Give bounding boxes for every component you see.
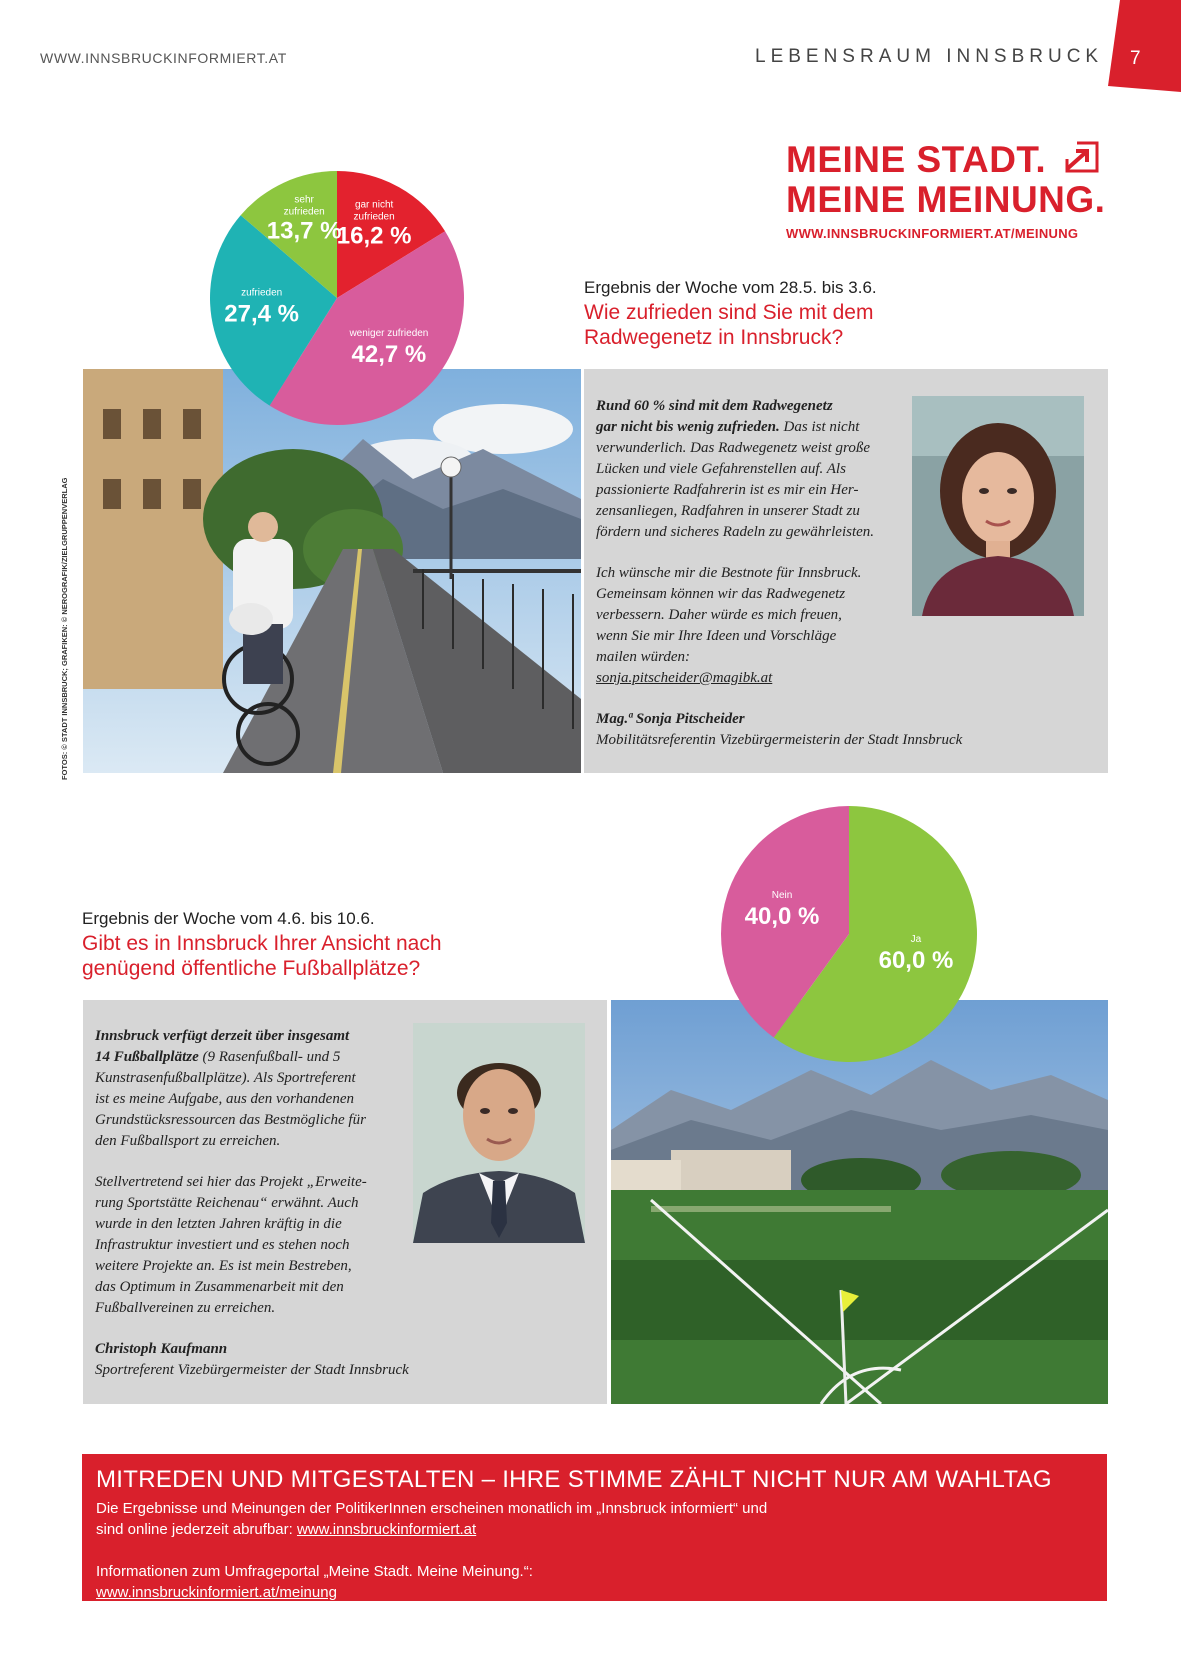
brand-line-2: MEINE MEINUNG. (786, 179, 1106, 220)
statement1-text: Lücken und viele Gefahrenstellen auf. Als (596, 461, 846, 477)
statement2-bold-line1: Innsbruck verfügt derzeit über insgesamt (95, 1028, 350, 1044)
brand-line-1: MEINE STADT. (786, 139, 1047, 180)
statement2-text: das Optimum in Zusammenarbeit mit den (95, 1279, 344, 1295)
page-number: 7 (1130, 48, 1141, 69)
statement2-text: Grundstücksressourcen das Bestmögliche für (95, 1112, 366, 1128)
statement1-text: passionierte Radfahrerin ist es mir ein Her- (596, 482, 859, 498)
survey2-question-line1: Gibt es in Innsbruck Ihrer Ansicht nach (82, 932, 442, 955)
survey1-statement-box (584, 369, 1108, 773)
statement1-text: verwunderlich. Das Radwegenetz weist große (596, 440, 870, 456)
survey2-statement (95, 1026, 409, 1381)
survey1-week: Ergebnis der Woche vom 28.5. bis 3.6. (584, 278, 877, 297)
statement1-text: Gemeinsam können wir das Radwegenetz (596, 586, 846, 602)
statement2-role: Sportreferent Vizebürgermeister der Stadt Innsbruck (95, 1362, 409, 1378)
page-number-tab (1108, 0, 1181, 92)
brand-logo (786, 140, 1105, 241)
survey1-question-line1: Wie zufrieden sind Sie mit dem (584, 301, 874, 324)
section-title: LEBENSRAUM INNSBRUCK (755, 46, 1104, 67)
pie-slice-label: Nein (771, 890, 793, 902)
pie-slice-label: zufrieden (283, 206, 325, 218)
statement1-text: mailen würden: (596, 649, 691, 665)
survey2-week: Ergebnis der Woche vom 4.6. bis 10.6. (82, 909, 375, 928)
statement1-bold-line1: Rund 60 % sind mit dem Radwegenetz (596, 398, 833, 414)
survey2-question-line2: genügend öffentliche Fußballplätze? (82, 957, 421, 980)
statement1-text: wenn Sie mir Ihre Ideen und Vorschläge (596, 628, 837, 644)
survey-portal-link[interactable]: www.innsbruckinformiert.at/meinung (96, 1584, 337, 1601)
pie-slice-value: 27,4 % (224, 300, 300, 328)
statement2-text: (9 Rasenfußball- und 5 (198, 1049, 341, 1065)
statement1-text: verbessern. Daher würde es mich freuen, (596, 607, 842, 623)
statement2-text: Fußballvereinen zu erreichen. (95, 1300, 276, 1316)
survey2-question (82, 931, 442, 981)
arrow-out-icon (1063, 141, 1099, 173)
pie-slice-label: zufrieden (241, 287, 283, 299)
pie-slice-label: gar nicht (354, 199, 394, 211)
email-link[interactable]: sonja.pitscheider@magibk.at (596, 670, 773, 686)
banner-line1: Die Ergebnisse und Meinungen der PolitikerInnen erscheinen monatlich im „Innsbruck informiert“ und (96, 1500, 768, 1517)
pie-slice-label: zufrieden (353, 211, 395, 223)
statement1-text: Ich wünsche mir die Bestnote für Innsbruck. (596, 565, 862, 581)
footer-banner (82, 1454, 1107, 1601)
survey1-question (584, 300, 873, 350)
banner-line3: Informationen zum Umfrageportal „Meine Stadt. Meine Meinung.“: (96, 1563, 533, 1580)
survey2-statement-box (83, 1000, 607, 1404)
pie-slice-value: 13,7 % (266, 217, 342, 245)
pie-slice-label: sehr (294, 194, 314, 206)
pie-slice-value: 40,0 % (744, 903, 820, 931)
statement1-text: fördern und sicheres Radeln zu gewährleisten. (596, 524, 875, 540)
statement2-text: Infrastruktur investiert und es stehen noch (95, 1237, 350, 1253)
banner-text (96, 1498, 767, 1603)
statement2-bold-line2: 14 Fußballplätze (95, 1049, 199, 1065)
statement2-text: den Fußballsport zu erreichen. (95, 1133, 281, 1149)
photo-credit: FOTOS: © STADT INNSBRUCK; GRAFIKEN: © NEROGRAFIK/ZIELGRUPPENVERLAG (60, 477, 69, 780)
statement1-text: Das ist nicht (779, 419, 860, 435)
statement1-bold-line2: gar nicht bis wenig zufrieden. (596, 419, 780, 435)
pie-slice-value: 42,7 % (351, 341, 427, 369)
survey1-question-line2: Radwegenetz in Innsbruck? (584, 326, 844, 349)
pie-slice-value: 16,2 % (336, 222, 412, 250)
statement1-text: zensanliegen, Radfahren in unserer Stadt zu (596, 503, 860, 519)
statement2-text: wurde in den letzten Jahren kräftig in die (95, 1216, 342, 1232)
brand-url: WWW.INNSBRUCKINFORMIERT.AT/MEINUNG (786, 226, 1079, 241)
pie-slice-label: weniger zufrieden (349, 328, 429, 340)
statement2-text: Stellvertretend sei hier das Projekt „Erweite- (95, 1174, 367, 1190)
pie-slice-value: 60,0 % (878, 946, 954, 974)
banner-title: MITREDEN UND MITGESTALTEN – IHRE STIMME ZÄHLT NICHT NUR AM WAHLTAG (96, 1466, 1052, 1493)
survey1-statement (596, 396, 963, 751)
statement2-text: rung Sportstätte Reichenau“ erwähnt. Auch (95, 1195, 359, 1211)
survey2-pie-chart (715, 800, 983, 1068)
survey1-pie-chart (199, 160, 475, 436)
portrait-sonja-pitscheider (912, 396, 1084, 616)
statement2-author: Christoph Kaufmann (95, 1341, 228, 1357)
statement2-text: weitere Projekte an. Es ist mein Bestreben, (95, 1258, 352, 1274)
portrait-christoph-kaufmann (413, 1023, 585, 1243)
pie-slice-label: Ja (910, 933, 922, 945)
site-url: WWW.INNSBRUCKINFORMIERT.AT (40, 50, 287, 66)
statement2-text: Kunstrasenfußballplätze). Als Sportreferent (95, 1070, 356, 1086)
statement2-text: ist es meine Aufgabe, aus den vorhandenen (95, 1091, 354, 1107)
statement1-author: Mag.ª Sonja Pitscheider (596, 711, 745, 727)
banner-line2: sind online jederzeit abrufbar: (96, 1521, 297, 1538)
website-link[interactable]: www.innsbruckinformiert.at (296, 1521, 477, 1538)
statement1-role: Mobilitätsreferentin Vizebürgermeisterin der Stadt Innsbruck (596, 732, 963, 748)
